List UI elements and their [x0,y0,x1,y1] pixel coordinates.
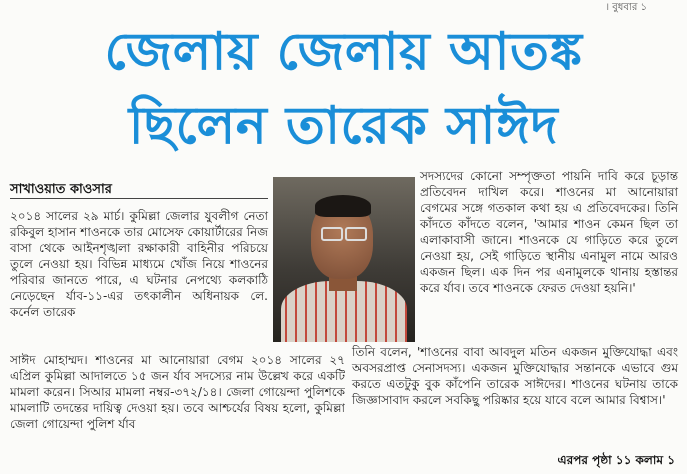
photo-glasses-right [345,227,367,241]
headline-line-2: ছিলেন তারেক সাঈদ [128,96,559,156]
article-column-left-bottom [10,352,345,472]
portrait-photo [273,177,415,342]
article-paragraph: ২০১৪ সালের ২৯ মার্চ। কুমিল্লা জেলার যুবলীগ নেতা রকিবুল হাসান শাওনকে তার মোসেফ কোয়ার্টারের নিজ বাসা থেকে আইনশৃঙ্খলা রক্ষাকারী বাহিনীর পরিচয়ে তুলে নেওয়া হয়। বিভিন্ন মাধ্যমে খোঁজ নিয়ে শাওনের পরিবার জানতে পারে, এ ঘটনার নেপথ্যে কলকাঠি নেড়েছেন র্যাব-১১-এর তৎকালীন অধিনায়ক লে. কর্নেল তারেক [10,209,268,319]
article-column-right-top [420,168,678,296]
article-column-right-bottom [352,344,678,408]
photo-glasses-left [321,227,343,241]
byline: সাখাওয়াত কাওসার [10,182,112,197]
masthead-fragment: । বুধবার ১ [605,2,647,13]
article-paragraph: সদস্যদের কোনো সম্পৃক্ততা পায়নি দাবি করে চূড়ান্ত প্রতিবেদন দাখিল করে। শাওনের মা আনোয়ারা বেগমের সঙ্গে গতকাল কথা হয় এ প্রতিবেদকের। তিনি কাঁদতে কাঁদতে বলেন, 'আমার শাওন কেমন ছিল তা এলাকাবাসী জানে। শাওনকে যে গাড়িতে করে তুলে নেওয়া হয়, সেই গাড়িতে স্থানীয় এনামুল নামে আরও একজন ছিল। এক দিন পর এনামুলকে থানায় হস্তান্তর করে র্যাব। তবে শাওনকে ফেরত দেওয়া হয়নি।' [420,169,678,295]
article-paragraph: সাঈদ মোহাম্মদ। শাওনের মা আনোয়ারা বেগম ২০১৪ সালের ২৭ এপ্রিল কুমিল্লা আদালতে ১৫ জন র্যাব সদস্যের নাম উল্লেখ করে একটি মামলা করেন। সিআর মামলা নম্বর-৩৭২/১৪। জেলা গোয়েন্দা পুলিশকে মামলাটি তদন্তের দায়িত্ব দেওয়া হয়। তবে আশ্চর্যের বিষয় হলো, কুমিল্লা জেলা গোয়েন্দা পুলিশ র্যাব [10,353,345,431]
article-column-left [10,208,268,320]
photo-hair [315,195,371,217]
article-paragraph: তিনি বলেন, 'শাওনের বাবা আবদুল মতিন একজন মুক্তিযোদ্ধা এবং অবসরপ্রাপ্ত সেনাসদস্য। একজন মুক্তিযোদ্ধার সন্তানকে এভাবে গুম করতে এতটুকু বুক কাঁপেনি তারেক সাঈদের। শাওনের ঘটনায় তাকে জিজ্ঞাসাবাদ করলে সবকিছু পরিষ্কার হয়ে যাবে বলে আমার বিশ্বাস।' [352,345,678,407]
continued-on-page: এরপর পৃষ্ঠা ১১ কলাম ১ [557,453,675,467]
byline-divider [10,198,268,199]
headline-line-1: জেলায় জেলায় আতঙ্ক [104,22,583,82]
